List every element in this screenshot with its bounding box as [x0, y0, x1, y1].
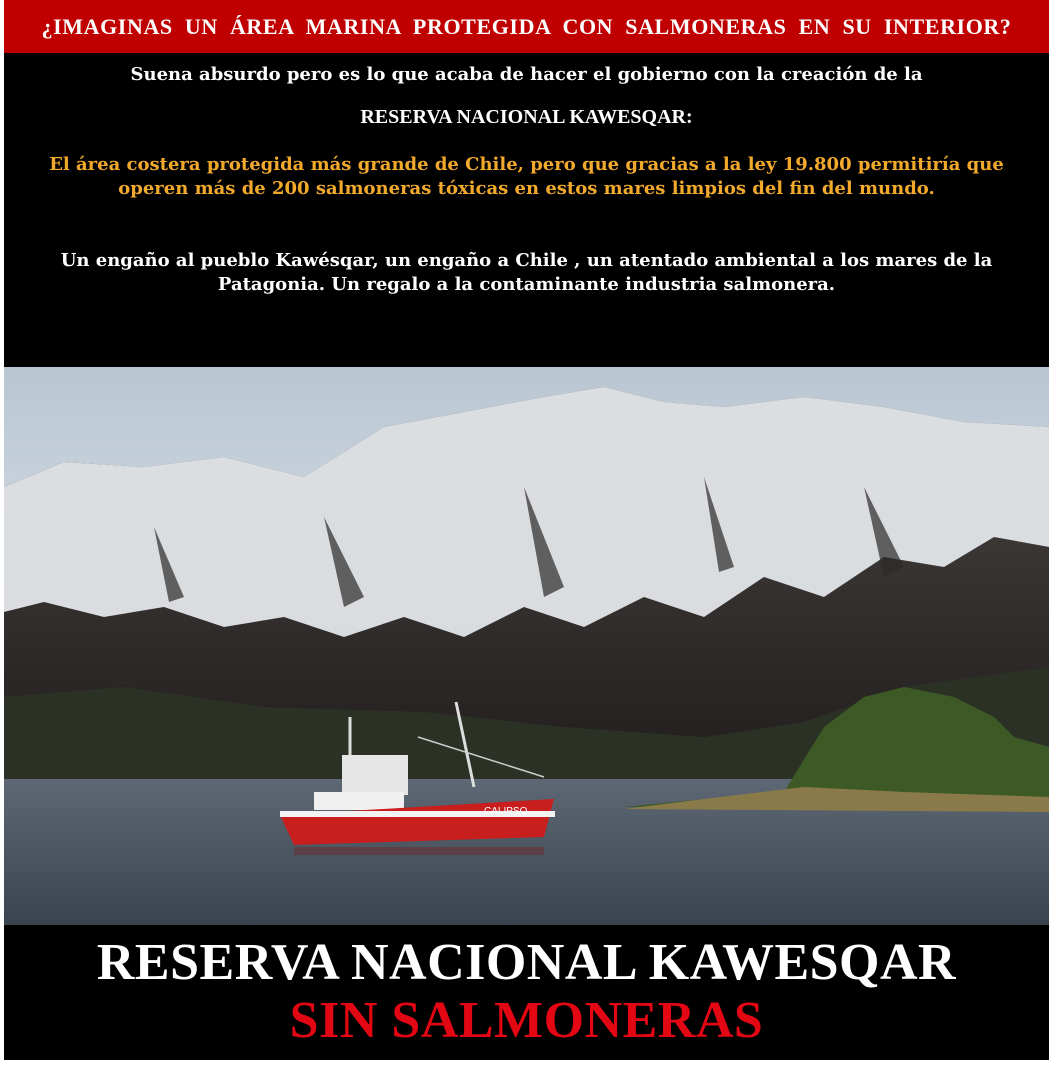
- intro-line: Suena absurdo pero es lo que acaba de hacer el gobierno con la creación de la: [130, 64, 923, 85]
- intro-panel: [4, 53, 1049, 367]
- footer-panel: [4, 925, 1049, 1060]
- reserve-name: RESERVA NACIONAL KAWESQAR:: [360, 106, 693, 128]
- top-banner: [4, 0, 1049, 53]
- boat-reflection: [294, 847, 544, 855]
- intro-paragraph: Un engaño al pueblo Kawésqar, un engaño a Chile , un atentado ambiental a los mares de la Patagonia. Un regalo a la contaminante industria salmonera.: [60, 250, 993, 295]
- highlight-text: El área costera protegida más grande de Chile, pero que gracias a la ley 19.800 permitiría que operen más de 200 salmoneras tóxicas en estos mares limpios del fin del mundo.: [49, 154, 1004, 199]
- footer-subtitle: SIN SALMONERAS: [289, 992, 764, 1049]
- banner-headline: ¿IMAGINAS UN ÁREA MARINA PROTEGIDA CON SALMONERAS EN SU INTERIOR?: [41, 13, 1012, 39]
- footer-title: RESERVA NACIONAL KAWESQAR: [96, 934, 957, 991]
- boat-name: CALIPSO: [484, 806, 528, 817]
- landscape-photo: [4, 367, 1049, 925]
